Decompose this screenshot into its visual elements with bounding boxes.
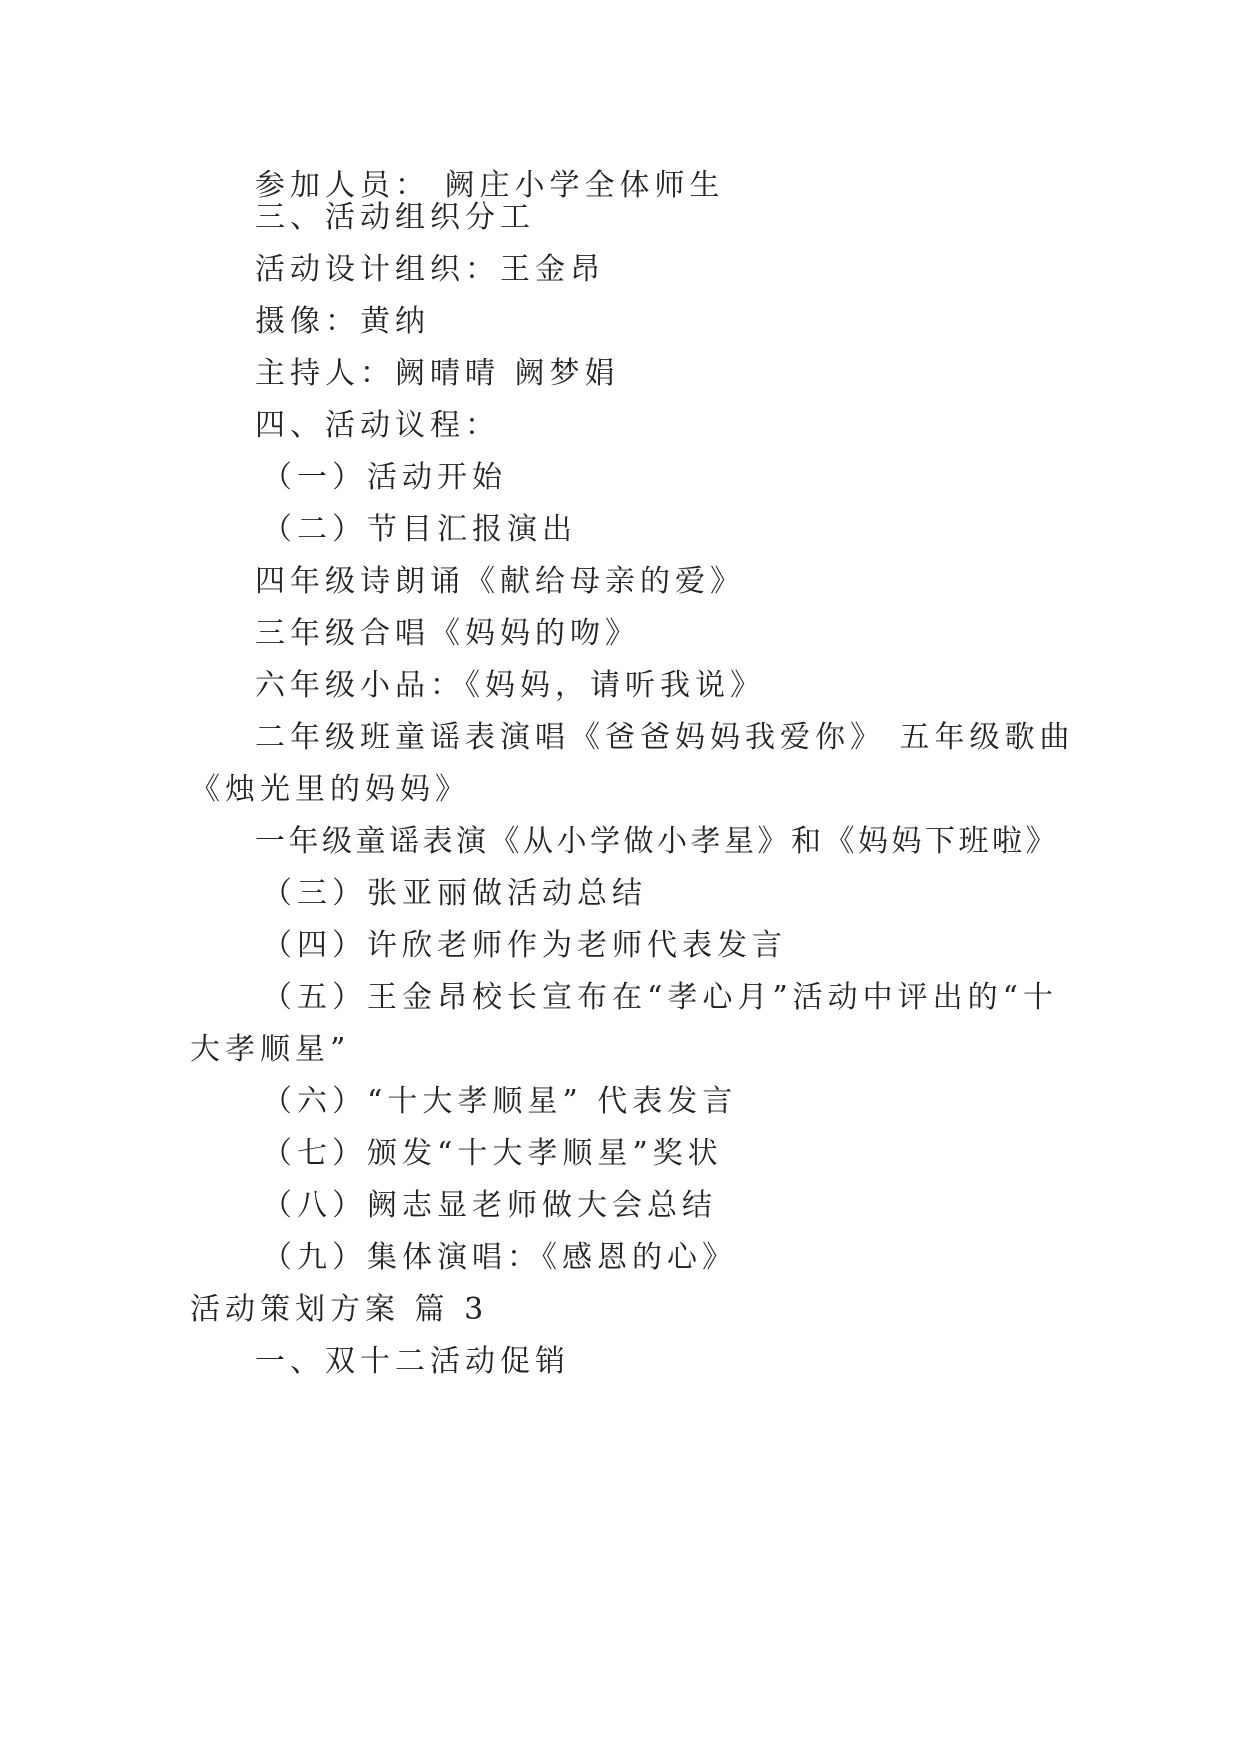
agenda-item-3: （三）张亚丽做活动总结 <box>262 876 647 911</box>
plan-section-title: 活动策划方案 篇 3 <box>190 1292 489 1327</box>
program-grade-5-song: 《烛光里的妈妈》 <box>190 772 470 807</box>
design-organizer-line: 活动设计组织：王金昂 <box>255 252 605 287</box>
agenda-item-5: （五）王金昂校长宣布在“孝心月”活动中评出的“十 <box>262 980 1059 1015</box>
program-grade-1: 一年级童谣表演《从小学做小孝星》和《妈妈下班啦》 <box>255 824 1059 859</box>
promotion-heading: 一、双十二活动促销 <box>255 1344 570 1379</box>
section-four-heading: 四、活动议程： <box>255 408 500 443</box>
agenda-item-5-continued: 大孝顺星” <box>190 1032 351 1067</box>
agenda-item-9: （九）集体演唱：《感恩的心》 <box>262 1240 737 1275</box>
program-grade-3: 三年级合唱《妈妈的吻》 <box>255 616 640 651</box>
program-grade-4: 四年级诗朗诵《献给母亲的爱》 <box>255 564 745 599</box>
section-three-heading: 三、活动组织分工 <box>255 200 535 235</box>
agenda-item-6: （六）“十大孝顺星” 代表发言 <box>262 1084 738 1119</box>
host-line: 主持人：阙晴晴 阙梦娟 <box>255 356 620 391</box>
agenda-item-2: （二）节目汇报演出 <box>262 512 577 547</box>
agenda-item-8: （八）阙志显老师做大会总结 <box>262 1188 717 1223</box>
program-grade-2-and-5: 二年级班童谣表演唱《爸爸妈妈我爱你》 五年级歌曲 <box>255 720 1075 755</box>
camera-line: 摄像：黄纳 <box>255 304 430 339</box>
agenda-item-4: （四）许欣老师作为老师代表发言 <box>262 928 787 963</box>
agenda-item-1: （一）活动开始 <box>262 460 507 495</box>
participants-line: 参加人员： 阙庄小学全体师生 <box>255 168 725 203</box>
agenda-item-7: （七）颁发“十大孝顺星”奖状 <box>262 1136 723 1171</box>
program-grade-6: 六年级小品：《妈妈，请听我说》 <box>255 668 765 703</box>
